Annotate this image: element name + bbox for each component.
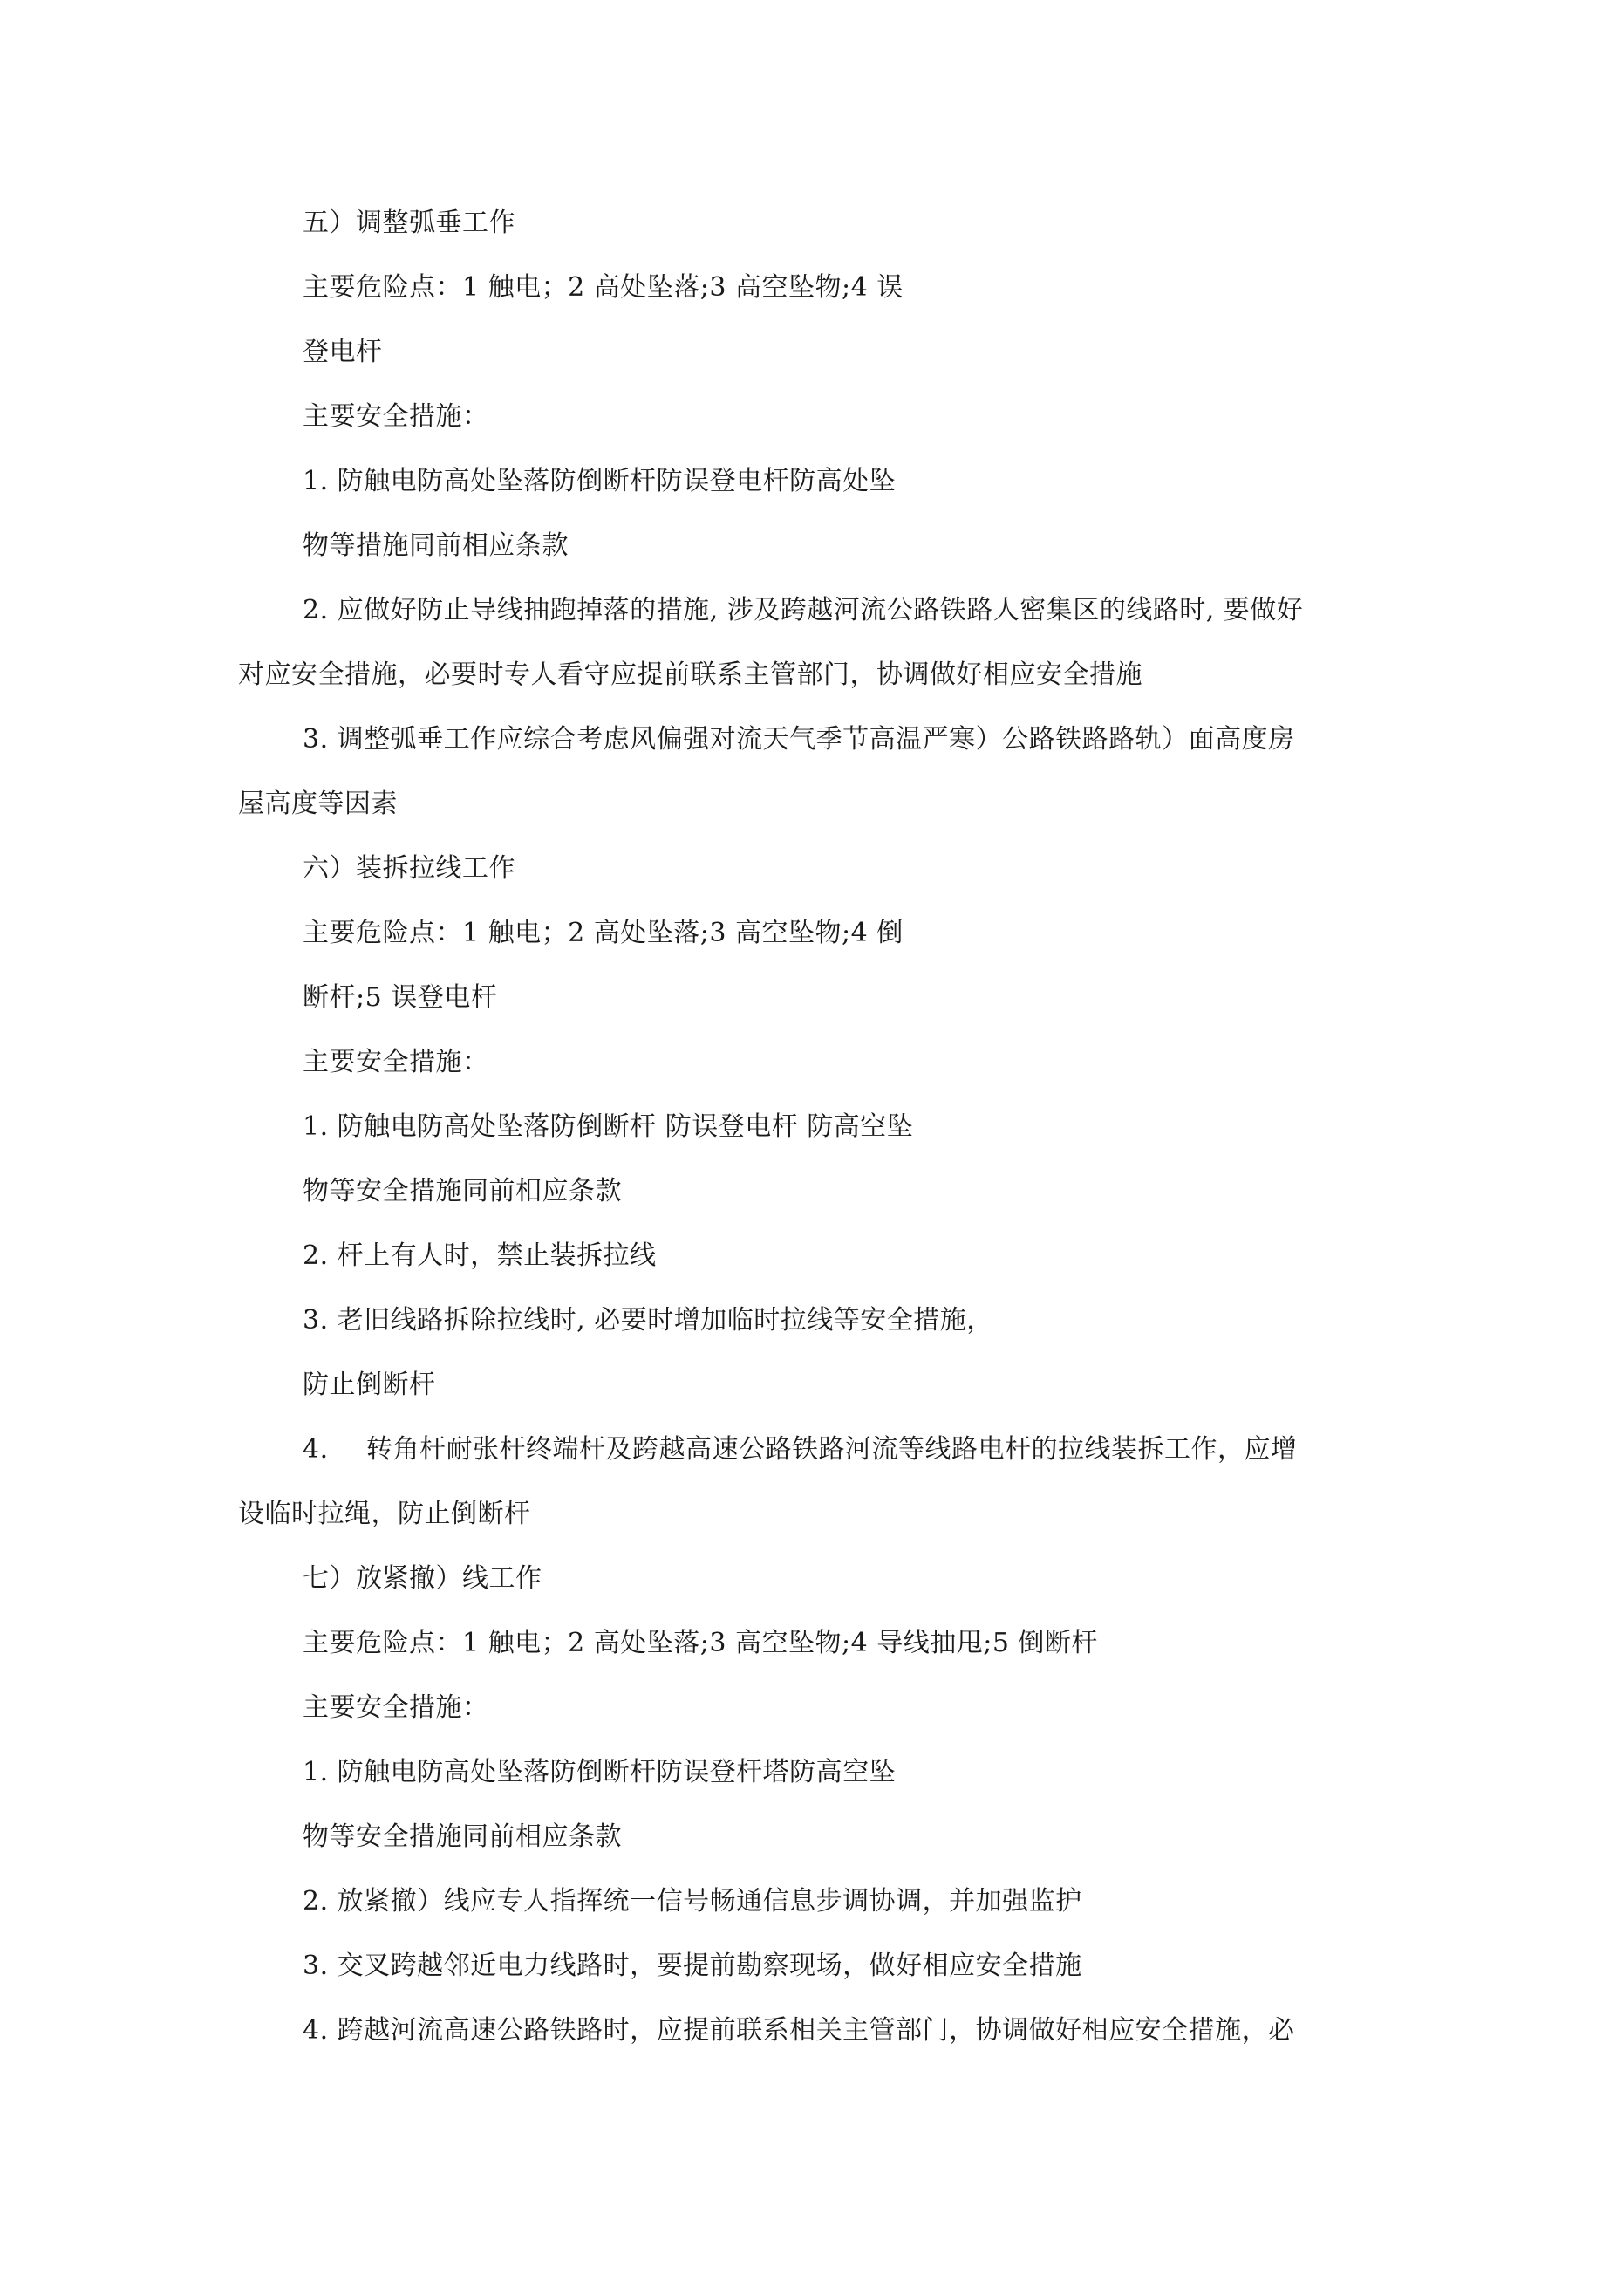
measure-5-3-line1: 3. 调整弧垂工作应综合考虑风偏强对流天气季节高温严寒）公路铁路路轨）面高度房 xyxy=(303,724,1295,755)
measure-6-3-line2: 防止倒断杆 xyxy=(303,1370,436,1400)
measures-label-7: 主要安全措施： xyxy=(303,1692,489,1723)
measure-5-3-line2: 屋高度等因素 xyxy=(238,789,398,819)
measure-7-2: 2. 放紧撤）线应专人指挥统一信号畅通信息步调协调，并加强监护 xyxy=(303,1886,1082,1917)
section-heading-7: 七）放紧撤）线工作 xyxy=(303,1563,542,1594)
measure-6-4-line1: 转角杆耐张杆终端杆及跨越高速公路铁路河流等线路电杆的拉线装拆工作，应增 xyxy=(366,1434,1298,1465)
measure-7-3: 3. 交叉跨越邻近电力线路时，要提前勘察现场，做好相应安全措施 xyxy=(303,1951,1082,1981)
measure-5-1-line2: 物等措施同前相应条款 xyxy=(303,530,569,561)
measure-6-1-line2: 物等安全措施同前相应条款 xyxy=(303,1176,622,1206)
measure-6-4-line2: 设临时拉绳，防止倒断杆 xyxy=(238,1499,531,1529)
measure-5-1-line1: 1. 防触电防高处坠落防倒断杆防误登电杆防高处坠 xyxy=(303,466,897,496)
measures-label-5: 主要安全措施： xyxy=(303,401,489,432)
section-heading-5: 五）调整弧垂工作 xyxy=(303,208,515,238)
measure-5-2-line2: 对应安全措施，必要时专人看守应提前联系主管部门，协调做好相应安全措施 xyxy=(238,659,1142,690)
hazards-5-line2: 登电杆 xyxy=(303,337,383,367)
measure-6-3-line1: 3. 老旧线路拆除拉线时, 必要时增加临时拉线等安全措施， xyxy=(303,1305,993,1336)
hazards-6-line1: 主要危险点：1 触电；2 高处坠落;3 高空坠物;4 倒 xyxy=(303,918,904,948)
hazards-7: 主要危险点：1 触电；2 高处坠落;3 高空坠物;4 导线抽甩;5 倒断杆 xyxy=(303,1628,1098,1658)
measure-5-2-line1: 2. 应做好防止导线抽跑掉落的措施, 涉及跨越河流公路铁路人密集区的线路时, 要做好 xyxy=(303,595,1304,625)
measure-7-1-line1: 1. 防触电防高处坠落防倒断杆防误登杆塔防高空坠 xyxy=(303,1757,897,1787)
measure-7-4-line1: 4. 跨越河流高速公路铁路时，应提前联系相关主管部门，协调做好相应安全措施，必 xyxy=(303,2015,1295,2046)
hazards-5-line1: 主要危险点：1 触电；2 高处坠落;3 高空坠物;4 误 xyxy=(303,272,904,303)
measure-6-2: 2. 杆上有人时，禁止装拆拉线 xyxy=(303,1240,657,1271)
measure-6-1-line1: 1. 防触电防高处坠落防倒断杆 防误登电杆 防高空坠 xyxy=(303,1111,914,1142)
measures-label-6: 主要安全措施： xyxy=(303,1047,489,1077)
hazards-6-line2: 断杆;5 误登电杆 xyxy=(303,982,498,1013)
measure-7-1-line2: 物等安全措施同前相应条款 xyxy=(303,1821,622,1852)
section-heading-6: 六）装拆拉线工作 xyxy=(303,853,515,884)
measure-6-4-number: 4. xyxy=(303,1434,329,1465)
